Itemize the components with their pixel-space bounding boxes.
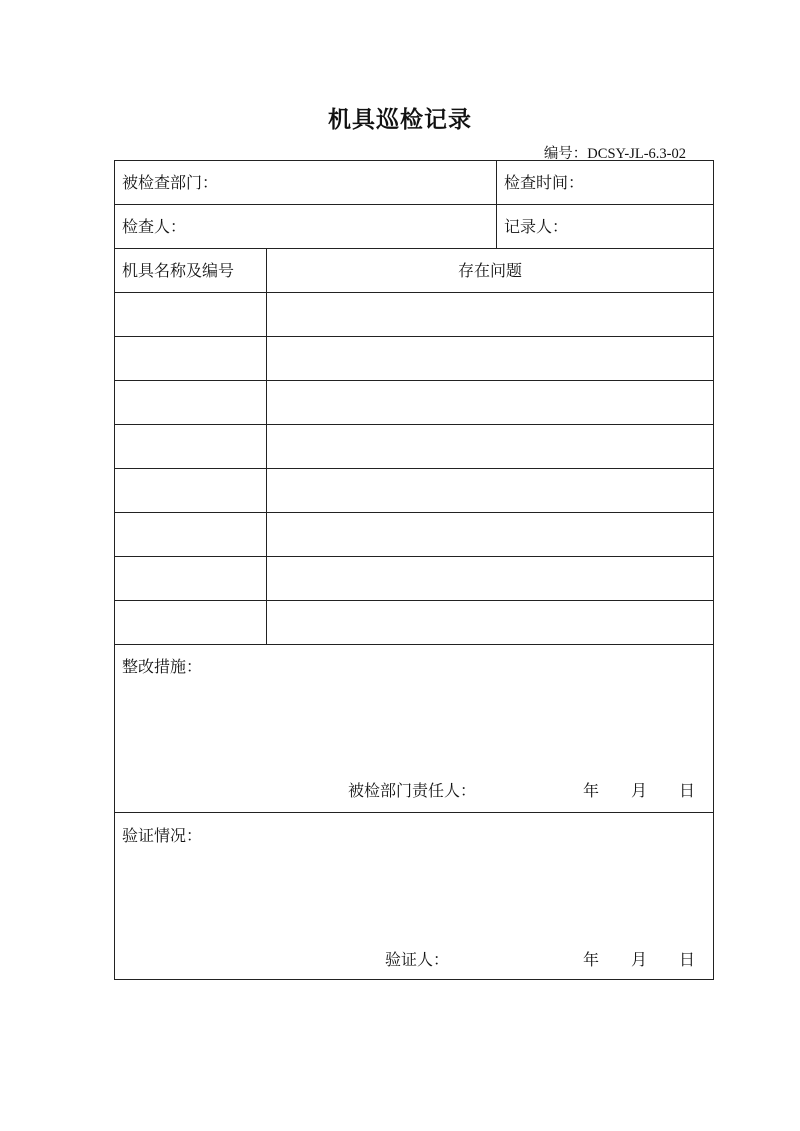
divider [115, 468, 713, 469]
verifier-signature-label: 验证人： [385, 950, 450, 969]
table-row-issue[interactable] [274, 393, 704, 413]
table-row-tool[interactable] [122, 393, 260, 413]
table-row-issue[interactable] [274, 305, 704, 325]
divider [115, 812, 713, 813]
divider [115, 556, 713, 557]
table-row-tool[interactable] [122, 481, 260, 501]
responsible-signature-label: 被检部门责任人： [348, 781, 477, 800]
table-row-tool[interactable] [122, 437, 260, 457]
recorder-label: 记录人： [504, 217, 569, 236]
verification-year: 年 [583, 950, 600, 969]
table-row-issue[interactable] [274, 481, 704, 501]
table-row-issue[interactable] [274, 613, 704, 633]
inspection-time-label: 检查时间： [504, 173, 585, 192]
verification-label: 验证情况： [122, 826, 203, 845]
divider [115, 512, 713, 513]
divider [115, 204, 713, 205]
divider [115, 644, 713, 645]
document-code: 编号：DCSY-JL-6.3-02 [543, 146, 686, 162]
rectification-label: 整改措施： [122, 657, 203, 676]
col-tool-header: 机具名称及编号 [122, 261, 235, 280]
table-row-tool[interactable] [122, 305, 260, 325]
inspected-dept-label: 被检查部门： [122, 173, 219, 192]
table-row-issue[interactable] [274, 525, 704, 545]
table-row-tool[interactable] [122, 349, 260, 369]
inspection-form [114, 160, 714, 980]
verification-day: 日 [679, 950, 696, 969]
table-row-tool[interactable] [122, 525, 260, 545]
rectification-month: 月 [631, 781, 648, 800]
divider [115, 336, 713, 337]
table-row-issue[interactable] [274, 437, 704, 457]
table-row-issue[interactable] [274, 569, 704, 589]
rectification-day: 日 [679, 781, 696, 800]
table-row-tool[interactable] [122, 613, 260, 633]
divider [115, 600, 713, 601]
page-title: 机具巡检记录 [328, 107, 472, 133]
inspector-label: 检查人： [122, 217, 187, 236]
col-issue-header: 存在问题 [457, 261, 522, 280]
table-row-tool[interactable] [122, 569, 260, 589]
verification-month: 月 [631, 950, 648, 969]
divider [115, 248, 713, 249]
rectification-year: 年 [583, 781, 600, 800]
divider [115, 380, 713, 381]
divider [115, 292, 713, 293]
table-row-issue[interactable] [274, 349, 704, 369]
divider [266, 248, 267, 644]
divider [115, 424, 713, 425]
divider [496, 161, 497, 248]
